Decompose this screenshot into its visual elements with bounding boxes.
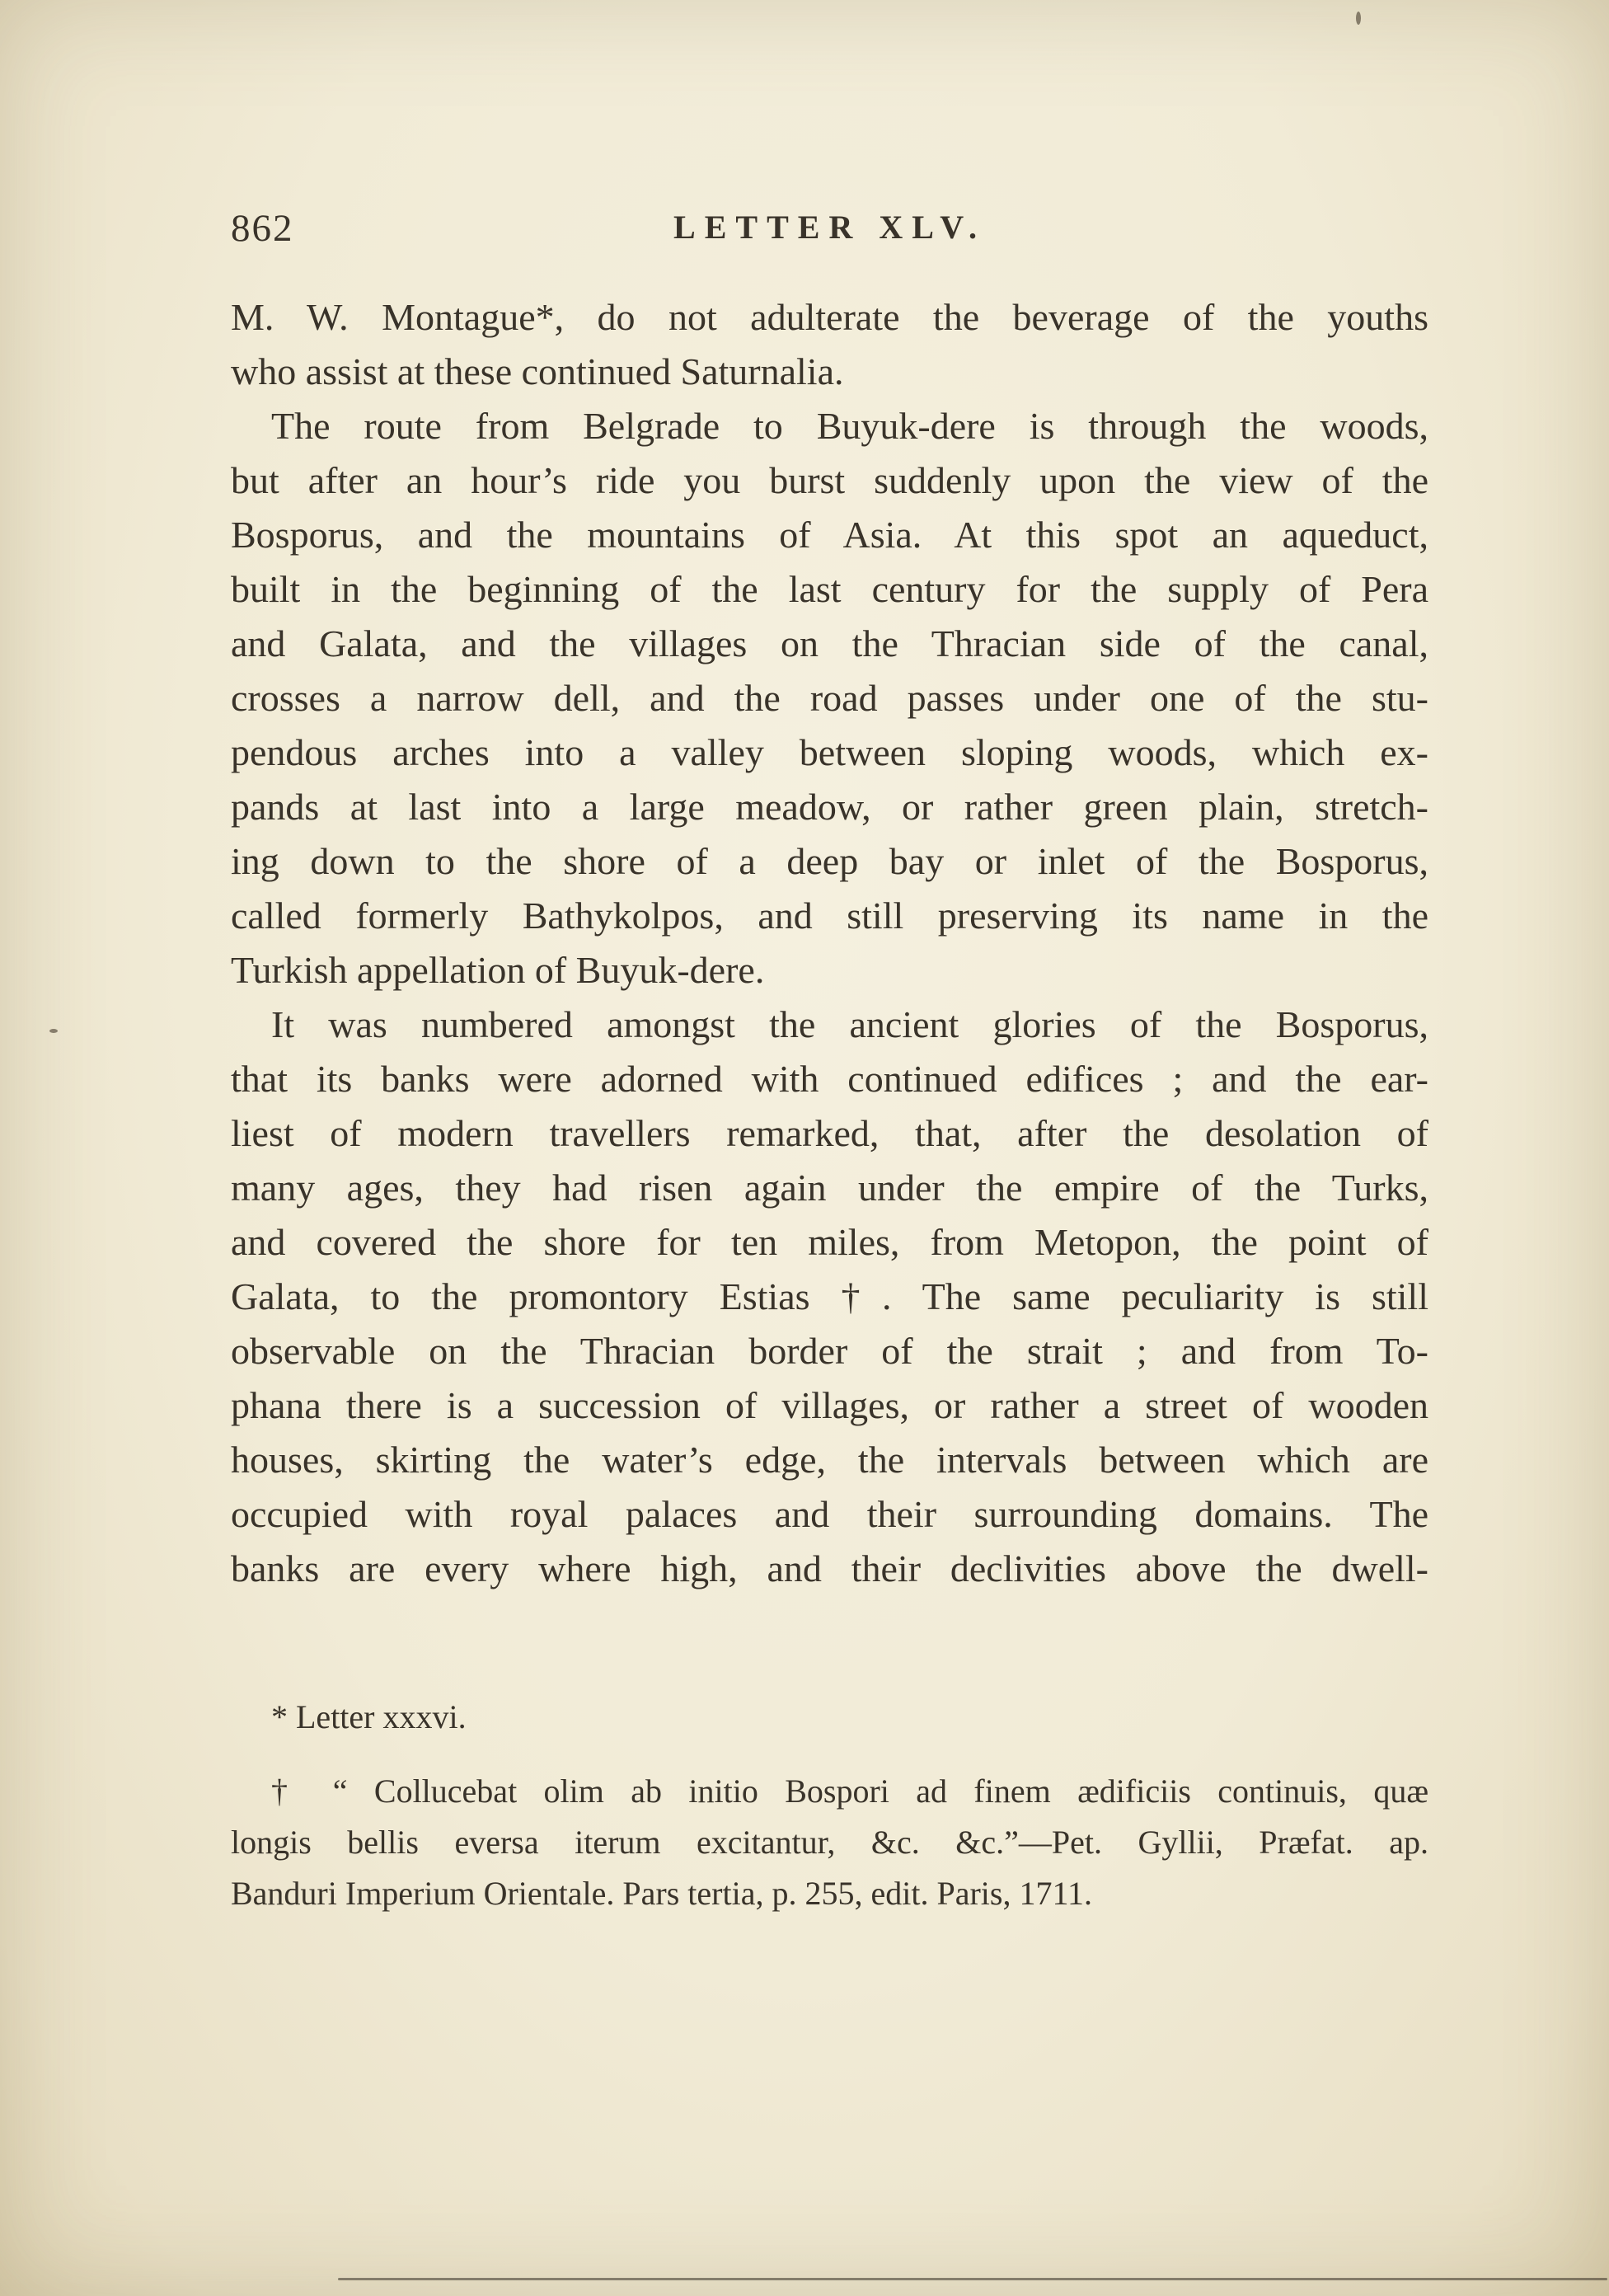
text-line: and covered the shore for ten miles, from Metopon, the point of [231,1221,1428,1263]
scan-speck [49,1029,58,1033]
text-line: † “ Collucebat olim ab initio Bospori ad finem ædificiis continuis, quæ [271,1772,1428,1810]
text-line: liest of modern travellers remarked, that, after the desolation of [231,1112,1428,1154]
text-line: who assist at these continued Saturnalia. [231,350,844,392]
text-line: called formerly Bathykolpos, and still preserving its name in the [231,894,1428,937]
paragraph [231,998,1428,1596]
text-line: many ages, they had risen again under the empire of the Turks, [231,1167,1428,1209]
text-line: phana there is a succession of villages, or rather a street of wooden [231,1384,1428,1426]
text-line: banks are every where high, and their declivities above the dwell- [231,1547,1428,1589]
text-line: crosses a narrow dell, and the road passes under one of the stu- [231,677,1428,719]
text-line: but after an hour’s ride you burst suddenly upon the view of the [231,459,1428,501]
text-line: pands at last into a large meadow, or rather green plain, stretch- [231,786,1428,828]
text-line: M. W. Montague*, do not adulterate the beverage of the youths [231,296,1428,338]
footnote [231,1766,1428,1919]
body-text [231,290,1428,1596]
text-line: observable on the Thracian border of the strait ; and from To- [231,1330,1428,1372]
footnotes [231,1692,1428,1942]
text-line: Banduri Imperium Orientale. Pars tertia, p. 255, edit. Paris, 1711. [231,1875,1092,1912]
text-line: houses, skirting the water’s edge, the intervals between which are [231,1439,1428,1481]
text-line: * Letter xxxvi. [271,1698,467,1735]
running-title: LETTER XLV. [673,209,986,246]
text-line: The route from Belgrade to Buyuk-dere is through the woods, [271,405,1428,447]
text-line: Bosporus, and the mountains of Asia. At this spot an aqueduct, [231,514,1428,556]
page-header [231,206,1428,256]
page-number: 862 [231,207,294,250]
footnote [231,1692,1428,1743]
text-line: that its banks were adorned with continued edifices ; and the ear- [231,1058,1428,1100]
text-line: occupied with royal palaces and their surrounding domains. The [231,1493,1428,1535]
text-line: Galata, to the promontory Estias †. The same peculiarity is still [231,1275,1428,1317]
text-line: longis bellis eversa iterum excitantur, &c. &c.”—Pet. Gyllii, Præfat. ap. [231,1824,1428,1861]
text-line: It was numbered amongst the ancient glories of the Bosporus, [271,1003,1428,1045]
text-line: pendous arches into a valley between sloping woods, which ex- [231,731,1428,773]
text-line: built in the beginning of the last century for the supply of Pera [231,568,1428,610]
paragraph [231,399,1428,998]
text-line: Turkish appellation of Buyuk-dere. [231,949,765,991]
scan-speck [1356,12,1361,25]
scan-artifact-line [338,2278,1607,2280]
text-line: ing down to the shore of a deep bay or inlet of the Bosporus, [231,840,1428,882]
paragraph [231,290,1428,399]
text-line: and Galata, and the villages on the Thracian side of the canal, [231,622,1428,664]
